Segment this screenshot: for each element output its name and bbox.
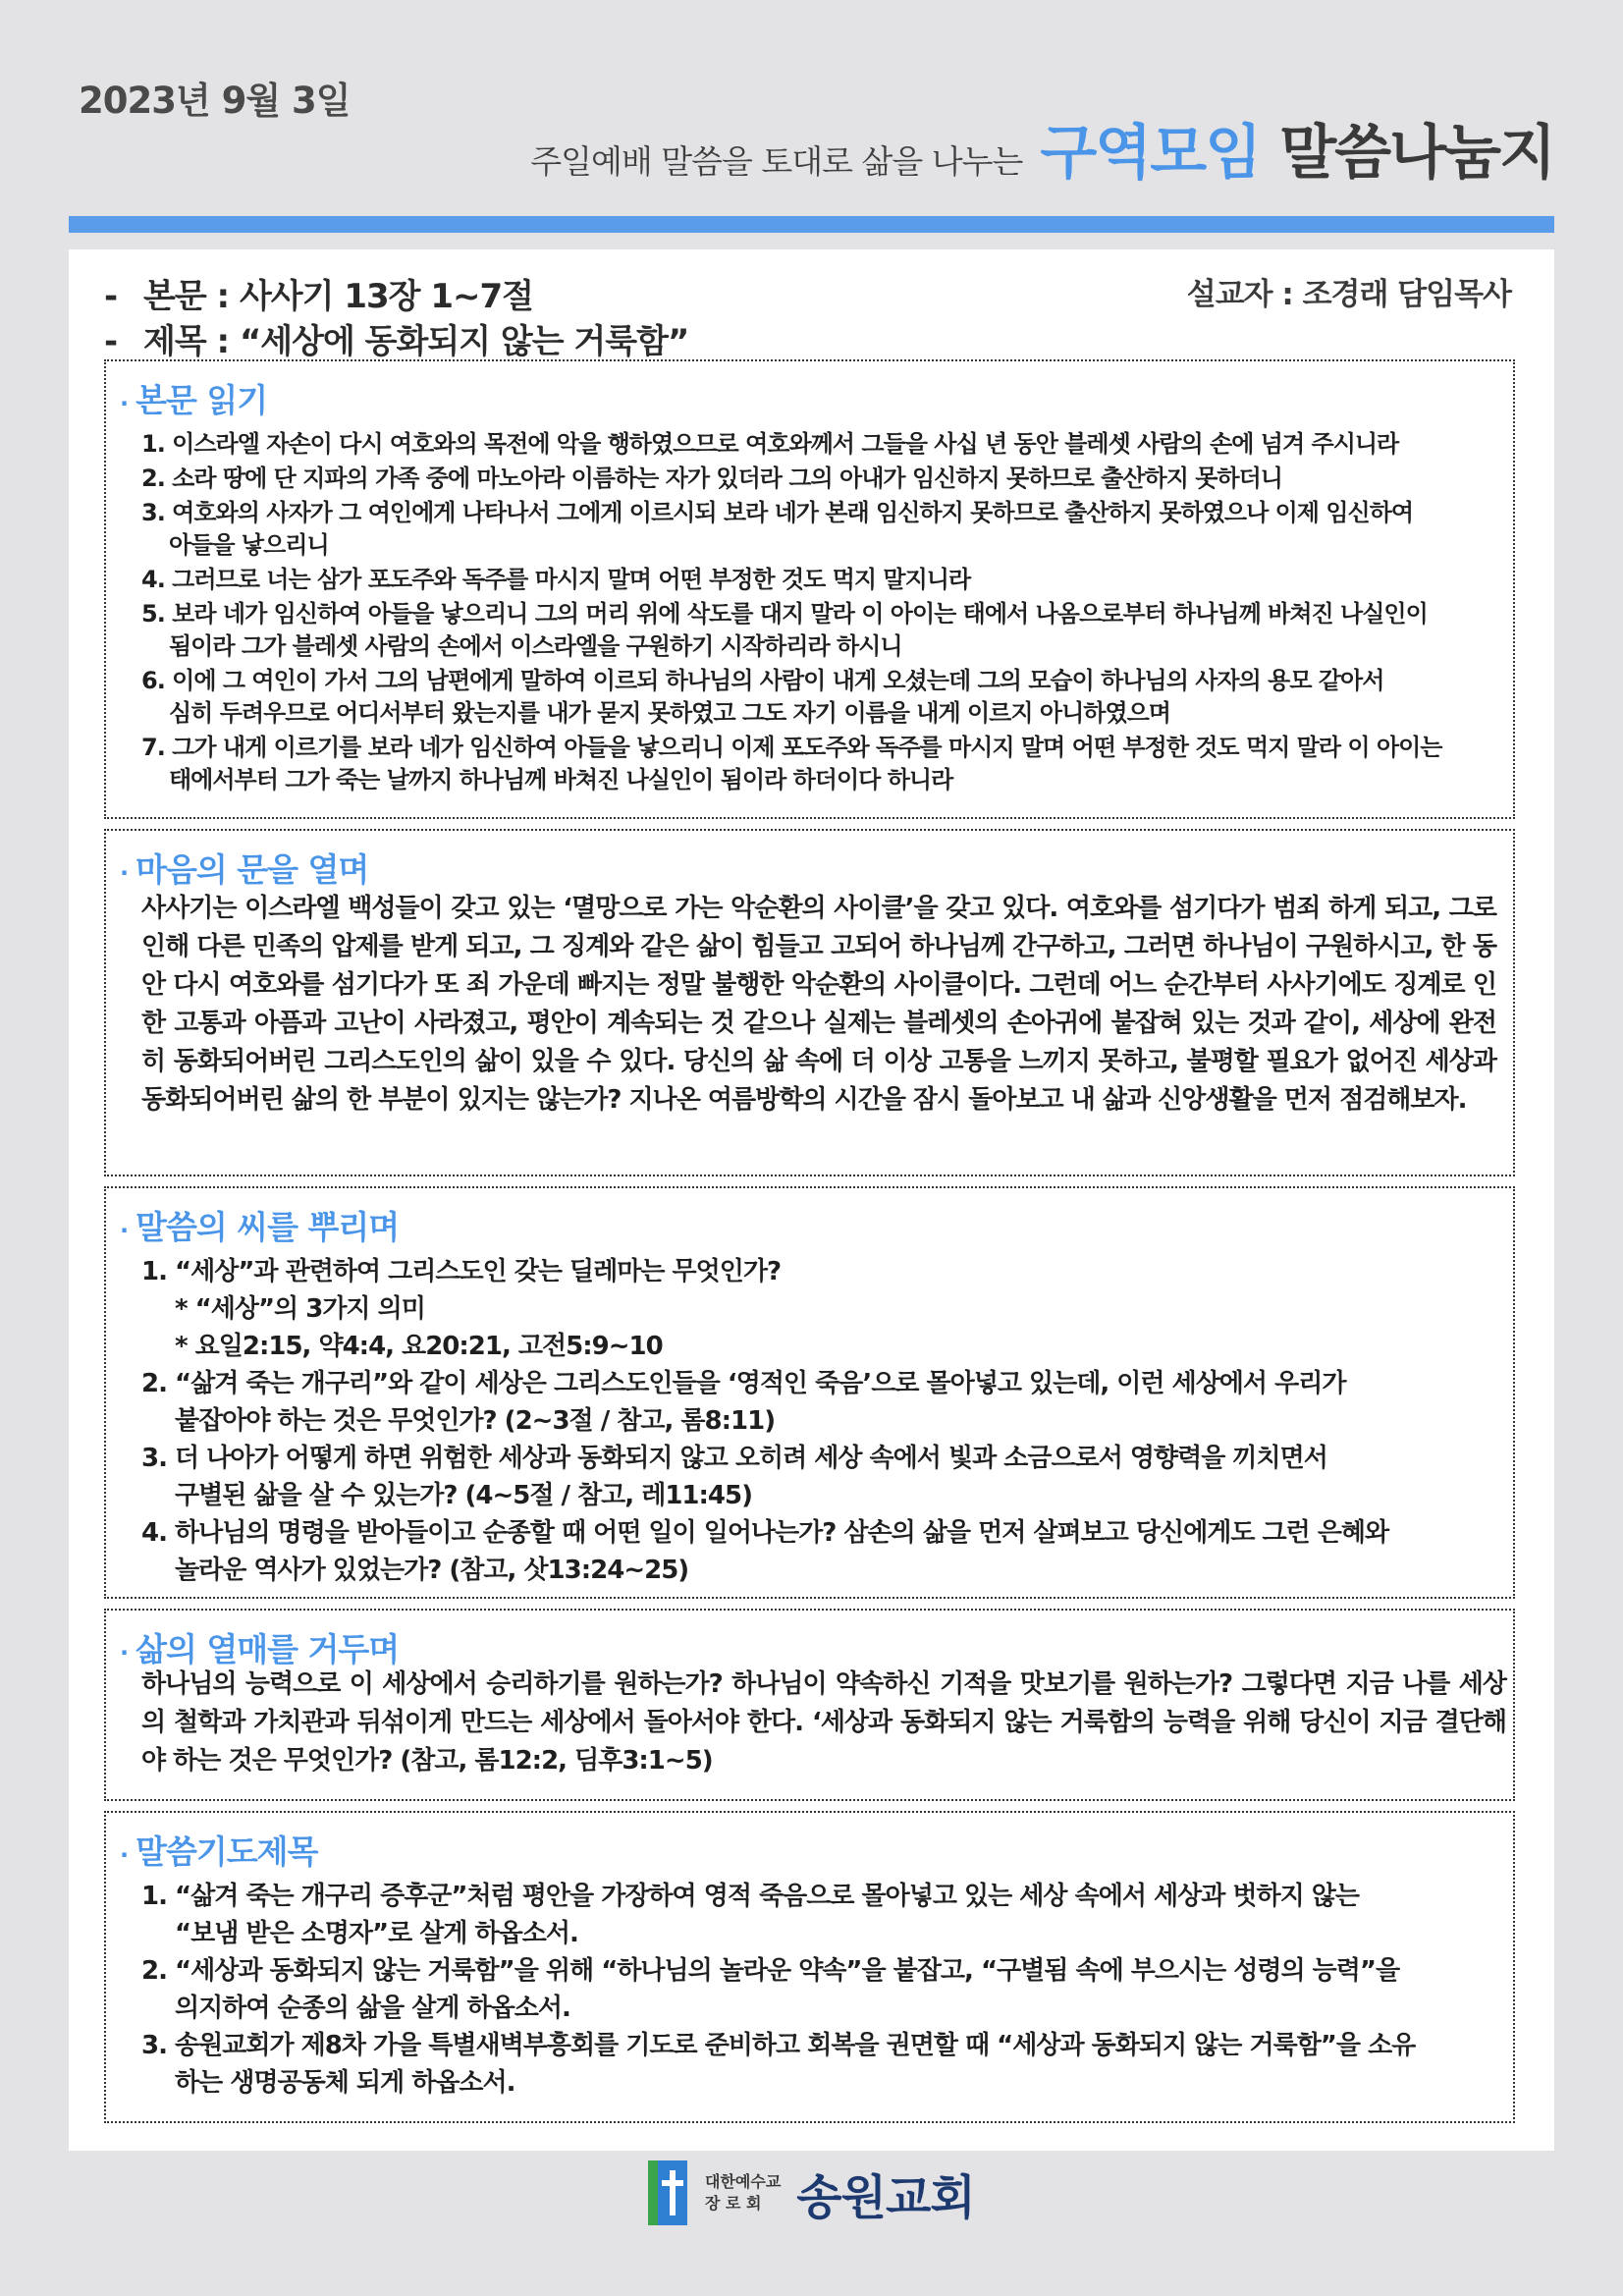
header-brand-blue: 구역모임 [1040, 119, 1261, 188]
verse-line: 4. 그러므로 너는 삼가 포도주와 독주를 마시지 말며 어떤 부정한 것도 먹지 말지니라 [141, 566, 971, 593]
verse-line: 1. 이스라엘 자손이 다시 여호와의 목전에 악을 행하였으므로 여호와께서 그들을 사십 년 동안 블레셋 사람의 손에 넘겨 주시니라 [141, 430, 1399, 458]
prayer-line: 1. “삶겨 죽는 개구리 증후군”처럼 평안을 가장하여 영적 죽음으로 몰아넣고 있는 세상 속에서 세상과 벗하지 않는 [141, 1882, 1360, 1911]
bullet-dot: · [120, 1217, 129, 1244]
question-line: 2. “삶겨 죽는 개구리”와 같이 세상은 그리스도인들을 ‘영적인 죽음’으로 몰아넣고 있는데, 이런 세상에서 우리가 [141, 1369, 1346, 1398]
section-reading [104, 359, 1515, 819]
section-seeds [104, 1186, 1515, 1599]
question-line: 3. 더 나아가 어떻게 하면 위험한 세상과 동화되지 않고 오히려 세상 속에서 빛과 소금으로서 영향력을 끼치면서 [141, 1444, 1327, 1473]
scripture-text: 본문 : 사사기 13장 1~7절 [143, 277, 533, 316]
section-heading [120, 1624, 399, 1670]
scripture-line [104, 269, 533, 317]
verse-line: 6. 이에 그 여인이 가서 그의 남편에게 말하여 이르되 하나님의 사람이 내게 오셨는데 그의 모습이 하나님의 사자의 용모 같아서 [141, 667, 1384, 694]
prayer-line: 3. 송원교회가 제8차 가을 특별새벽부흥회를 기도로 준비하고 회복을 권면할 때 “세상과 동화되지 않는 거룩함”을 소유 [141, 2031, 1416, 2060]
denomination-line-1: 대한예수교 [705, 2172, 782, 2191]
section-paragraph: 하나님의 능력으로 이 세상에서 승리하기를 원하는가? 하나님이 약속하신 기적을 맛보기를 원하는가? 그렇다면 지금 나를 세상의 철학과 가치관과 뒤섞이게 만드는 세상에서 돌아서야 한다. ‘세상과 동화되지 않는 거룩함의 능력을 위해 당신이 지금 결단해야 하는 것은 무엇인가? (참고, 롬12:2, 딤후3:1~5) [141, 1669, 1506, 1776]
header-divider-bar [69, 216, 1554, 233]
section-heading [120, 1202, 399, 1248]
section-prayer [104, 1811, 1515, 2123]
section-heading-text: 삶의 열매를 거두며 [135, 1630, 400, 1668]
denomination [705, 2171, 781, 2214]
question-line: * “세상”의 3가지 의미 [175, 1294, 425, 1324]
verse-line: 2. 소라 땅에 단 지파의 가족 중에 마노아라 이름하는 자가 있더라 그의 아내가 임신하지 못하므로 출산하지 못하더니 [141, 465, 1282, 492]
sermon-title-text: 제목 : “세상에 동화되지 않는 거룩함” [143, 322, 689, 361]
prayer-line: 2. “세상과 동화되지 않는 거룩함”을 위해 “하나님의 놀라운 약속”을 붙잡고, “구별됨 속에 부으시는 성령의 능력”을 [141, 1956, 1400, 1986]
section-open-heart [104, 829, 1515, 1176]
document-sheet [69, 249, 1554, 2151]
verse-line: 심히 두려우므로 어디서부터 왔는지를 내가 묻지 못하였고 그도 자기 이름을 내게 이르지 아니하였으며 [169, 699, 1170, 727]
section-harvest [104, 1609, 1515, 1801]
question-line: * 요일2:15, 약4:4, 요20:21, 고전5:9~10 [175, 1332, 663, 1361]
section-heading [120, 375, 267, 421]
bullet-dot: · [120, 859, 129, 887]
section-heading-text: 본문 읽기 [135, 381, 268, 419]
section-heading [120, 1827, 317, 1873]
church-name: 송원교회 [796, 2169, 975, 2225]
question-line: 4. 하나님의 명령을 받아들이고 순종할 때 어떤 일이 일어나는가? 삼손의 삶을 먼저 살펴보고 당신에게도 그런 은혜와 [141, 1518, 1389, 1548]
question-line: 구별된 삶을 살 수 있는가? (4~5절 / 참고, 레11:45) [175, 1481, 752, 1510]
church-logo [648, 2159, 975, 2227]
verse-line: 5. 보라 네가 임신하여 아들을 낳으리니 그의 머리 위에 삭도를 대지 말라 이 아이는 태에서 나옴으로부터 하나님께 바쳐진 나실인이 [141, 600, 1428, 628]
denomination-line-2: 장 로 회 [705, 2194, 762, 2213]
bulletin-date: 2023년 9월 3일 [79, 80, 351, 122]
section-paragraph: 사사기는 이스라엘 백성들이 갖고 있는 ‘멸망으로 가는 악순환의 사이클’을 갖고 있다. 여호와를 섬기다가 범죄 하게 되고, 그로 인해 다른 민족의 압제를 받게 되고, 그 징계와 같은 삶이 힘들고 고되어 하나님께 간구하고, 그러면 하나님이 구원하시고, 한 동안 다시 여호와를 섬기다가 또 죄 가운데 빠지는 정말 불행한 악순환의 사이클이다. 그런데 어느 순간부터 사사기에도 징계로 인한 고통과 아픔과 고난이 사라졌고, 평안이 계속되는 것 같으나 실제는 블레셋의 손아귀에 붙잡혀 있는 것과 같이, 세상에 완전히 동화되어버린 그리스도인의 삶이 있을 수 있다. 당신의 삶 속에 더 이상 고통을 느끼지 못하고, 불평할 필요가 없어진 세상과 동화되어버린 삶의 한 부분이 있지는 않는가? 지나온 여름방학의 시간을 잠시 돌아보고 내 삶과 신앙생활을 먼저 점검해보자. [141, 894, 1496, 1115]
bullet-dash: - [104, 322, 118, 361]
sermon-title-line [104, 314, 688, 362]
bullet-dot: · [120, 390, 129, 417]
prayer-line: 하는 생명공동체 되게 하옵소서. [175, 2068, 515, 2098]
section-heading-text: 말씀기도제목 [135, 1832, 318, 1871]
header-brand-dark: 말씀나눔지 [1279, 119, 1554, 188]
prayer-line: “보냄 받은 소명자”로 살게 하옵소서. [175, 1919, 578, 1948]
verse-line: 7. 그가 내게 이르기를 보라 네가 임신하여 아들을 낳으리니 이제 포도주와 독주를 마시지 말며 어떤 부정한 것도 먹지 말라 이 아이는 [141, 734, 1442, 761]
question-line: 놀라운 역사가 있었는가? (참고, 삿13:24~25) [175, 1556, 689, 1585]
bullet-dash: - [104, 277, 118, 316]
bullet-dot: · [120, 1841, 129, 1869]
verse-line: 됨이라 그가 블레셋 사람의 손에서 이스라엘을 구원하기 시작하리라 하시니 [169, 632, 902, 660]
section-heading-text: 말씀의 씨를 뿌리며 [135, 1208, 400, 1246]
bullet-dot: · [120, 1639, 129, 1667]
verse-line: 3. 여호와의 사자가 그 여인에게 나타나서 그에게 이르시되 보라 네가 본래 임신하지 못하므로 출산하지 못하였으나 이제 임신하여 [141, 499, 1414, 526]
section-heading [120, 845, 368, 891]
header-title [530, 106, 1554, 191]
question-line: 붙잡아야 하는 것은 무엇인가? (2~3절 / 참고, 롬8:11) [175, 1406, 776, 1436]
prayer-line: 의지하여 순종의 삶을 살게 하옵소서. [175, 1994, 570, 2023]
question-line: 1. “세상”과 관련하여 그리스도인 갖는 딜레마는 무엇인가? [141, 1257, 782, 1286]
preacher: 설교자 : 조경래 담임목사 [1186, 277, 1511, 312]
header-subtitle: 주일예배 말씀을 토대로 삶을 나누는 [530, 142, 1023, 181]
section-heading-text: 마음의 문을 열며 [135, 850, 369, 889]
verse-line: 태에서부터 그가 죽는 날까지 하나님께 바쳐진 나실인이 됨이라 하더이다 하니라 [169, 766, 953, 793]
cross-icon [648, 2160, 687, 2225]
verse-line: 아들을 낳으리니 [169, 531, 329, 559]
